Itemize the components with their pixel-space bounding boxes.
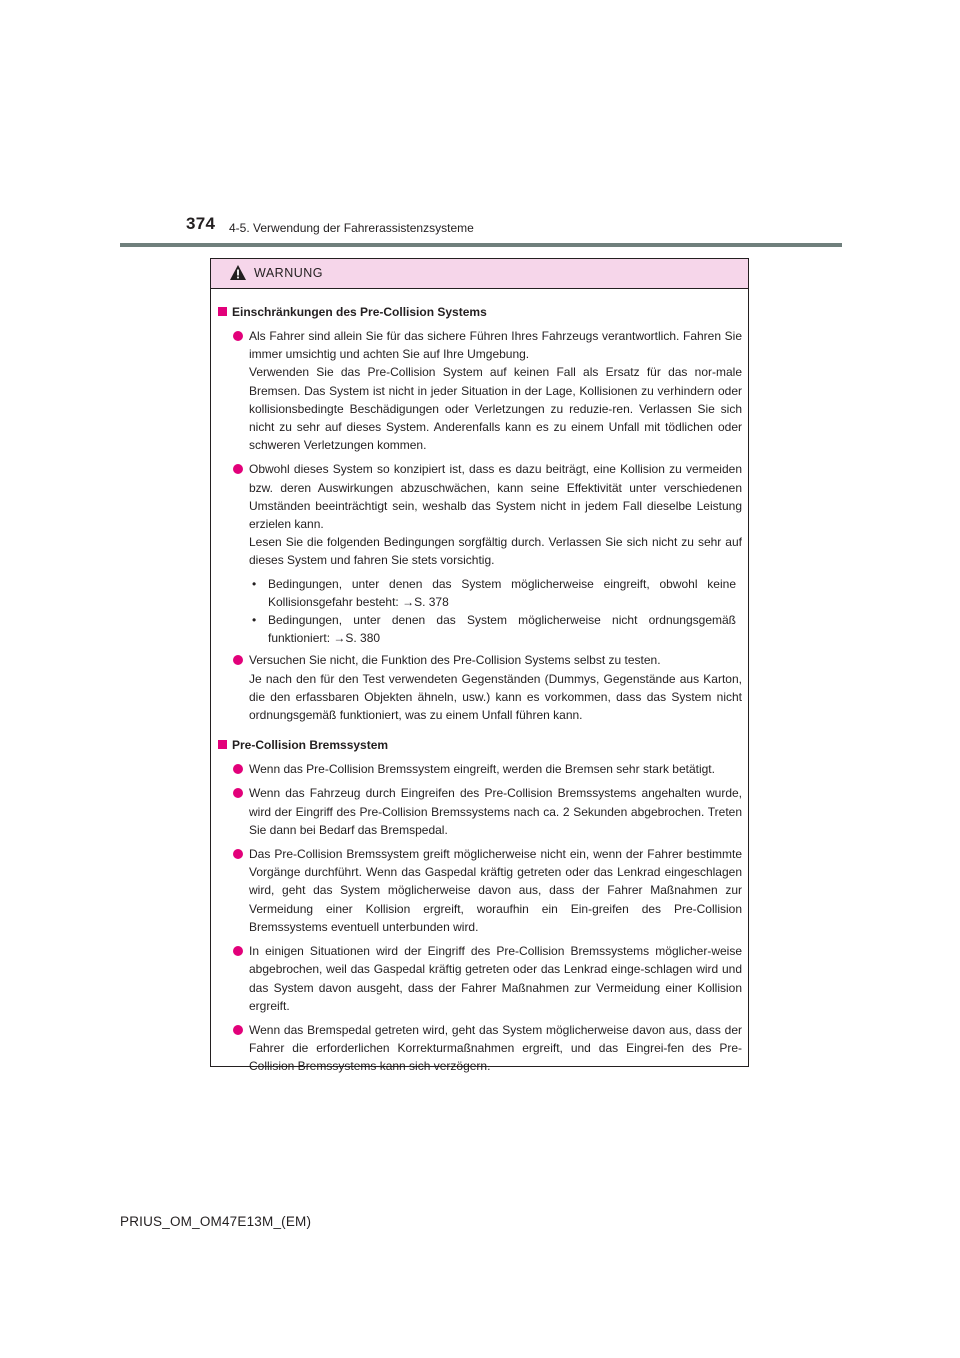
warning-header — [211, 259, 748, 289]
circle-bullet-icon — [233, 331, 243, 341]
paragraph: Wenn das Fahrzeug durch Eingreifen des Pre-Collision Bremssystems angehalten wurde, wird der Eingriff des Pre-Collision Bremssystems nach ca. 2 Sekunden abgebrochen. Treten Sie dann bei Bedarf das Bremspedal. — [249, 786, 742, 837]
circle-bullet-icon — [233, 655, 243, 665]
sub-list — [249, 575, 742, 648]
paragraph: Wenn das Bremspedal getreten wird, geht das System möglicherweise davon aus, dass der Fahrer die erforderlichen Korrekturmaßnahmen ergreift, und das Eingrei-fen des Pre-Collision Bremssystems kann sich verzögern. — [249, 1022, 742, 1074]
warning-label: WARNUNG — [254, 266, 324, 280]
paragraph: Wenn das Pre-Collision Bremssystem eingreift, werden die Bremsen sehr stark betätigt. — [249, 762, 715, 777]
paragraph: Obwohl dieses System so konzipiert ist, dass es dazu beiträgt, eine Kollision zu vermeiden bzw. deren Auswirkungen abzuschwächen, kann seine Effektivität unter verschiedenen Umständen beeinträchtigt sein, weshalb das System nicht in jedem Fall dieselbe Leistung erzielen kann. — [249, 462, 742, 532]
sub-item-text: Bedingungen, unter denen das System möglicherweise eingreift, obwohl keine Kollisionsgefahr besteht: →S. 378 — [268, 576, 736, 609]
paragraph: Als Fahrer sind allein Sie für das sichere Führen Ihres Fahrzeugs verantwortlich. Fahren Sie immer umsichtig und achten Sie auf Ihre Umgebung. — [249, 329, 742, 362]
paragraph: Lesen Sie die folgenden Bedingungen sorgfältig durch. Verlassen Sie sich nicht zu sehr auf dieses System und fahren Sie stets vorsichtig. — [249, 535, 742, 568]
list-item — [233, 760, 742, 778]
square-bullet-icon — [218, 307, 227, 316]
warning-section — [218, 303, 742, 724]
paragraph: Je nach den für den Test verwendeten Gegenständen (Dummys, Gegenstände aus Karton, die den erfassbaren Objekten ähneln, usw.) kann es vorkommen, dass das System nicht ordnungsgemäß funktioniert, was zu einem Unfall führen kann. — [249, 671, 742, 723]
warning-triangle-icon — [229, 264, 247, 281]
circle-bullet-icon — [233, 764, 243, 774]
header-rule — [120, 243, 842, 247]
list-item — [233, 845, 742, 936]
list-item — [233, 327, 742, 454]
circle-bullet-icon — [233, 788, 243, 798]
warning-content — [211, 289, 748, 1076]
warning-box — [210, 258, 749, 1074]
paragraph: Das Pre-Collision Bremssystem greift möglicherweise nicht ein, wenn der Fahrer bestimmte Vorgänge durchführt. Wenn das Gaspedal kräftig getreten oder das Lenkrad eingeschlagen wird, geht das System möglicherweise davon aus, dass der Fahrer Maßnahmen zur Vermeidung einer Kollision ergreift, woraufhin ein Ein-greifen des Pre-Collision Bremssystems eventuell unterbunden wird. — [249, 847, 742, 934]
section-heading: Einschränkungen des Pre-Collision Systems — [232, 305, 487, 319]
sub-list-item — [249, 611, 742, 647]
circle-bullet-icon — [233, 946, 243, 956]
paragraph: Versuchen Sie nicht, die Funktion des Pre-Collision Systems selbst zu testen. — [249, 653, 661, 668]
list-item — [233, 942, 742, 1015]
circle-bullet-icon — [233, 849, 243, 859]
dot-marker: • — [252, 576, 257, 591]
dot-marker: • — [252, 613, 257, 628]
list-item — [233, 1021, 742, 1076]
document-code: PRIUS_OM_OM47E13M_(EM) — [120, 1214, 312, 1229]
sub-item-text: Bedingungen, unter denen das System möglicherweise nicht ordnungsgemäß funktioniert: →S. 380 — [268, 613, 736, 646]
sub-list-item — [249, 575, 742, 611]
section-title: 4-5. Verwendung der Fahrerassistenzsysteme — [229, 221, 474, 235]
circle-bullet-icon — [233, 1025, 243, 1035]
list-item — [233, 460, 742, 651]
page-number: 374 — [186, 214, 216, 233]
list-item — [233, 784, 742, 839]
section-heading: Pre-Collision Bremssystem — [232, 738, 389, 753]
warning-section — [218, 736, 742, 1075]
circle-bullet-icon — [233, 464, 243, 474]
paragraph: In einigen Situationen wird der Eingriff des Pre-Collision Bremssystems möglicher-weise abgebrochen, weil das Gaspedal kräftig getreten oder das Lenkrad einge-schlagen wird und das System davon ausgeht, dass der Fahrer Maßnahmen zur Vermeidung einer Kollision ergreift. — [249, 944, 742, 1013]
list-item — [233, 651, 742, 724]
paragraph: Verwenden Sie das Pre-Collision System auf keinen Fall als Ersatz für das nor-male Bremsen. Das System ist nicht in jeder Situation in der Lage, Kollisionen zu verhindern oder kollisionsbedingte Beschädigungen oder Verletzungen zu reduzie-ren. Verlassen Sie sich nicht zu sehr auf dieses System. Anderenfalls kann es zu einem Unfall mit tödlichen oder schweren Verletzungen kommen. — [249, 365, 742, 453]
square-bullet-icon — [218, 740, 227, 749]
